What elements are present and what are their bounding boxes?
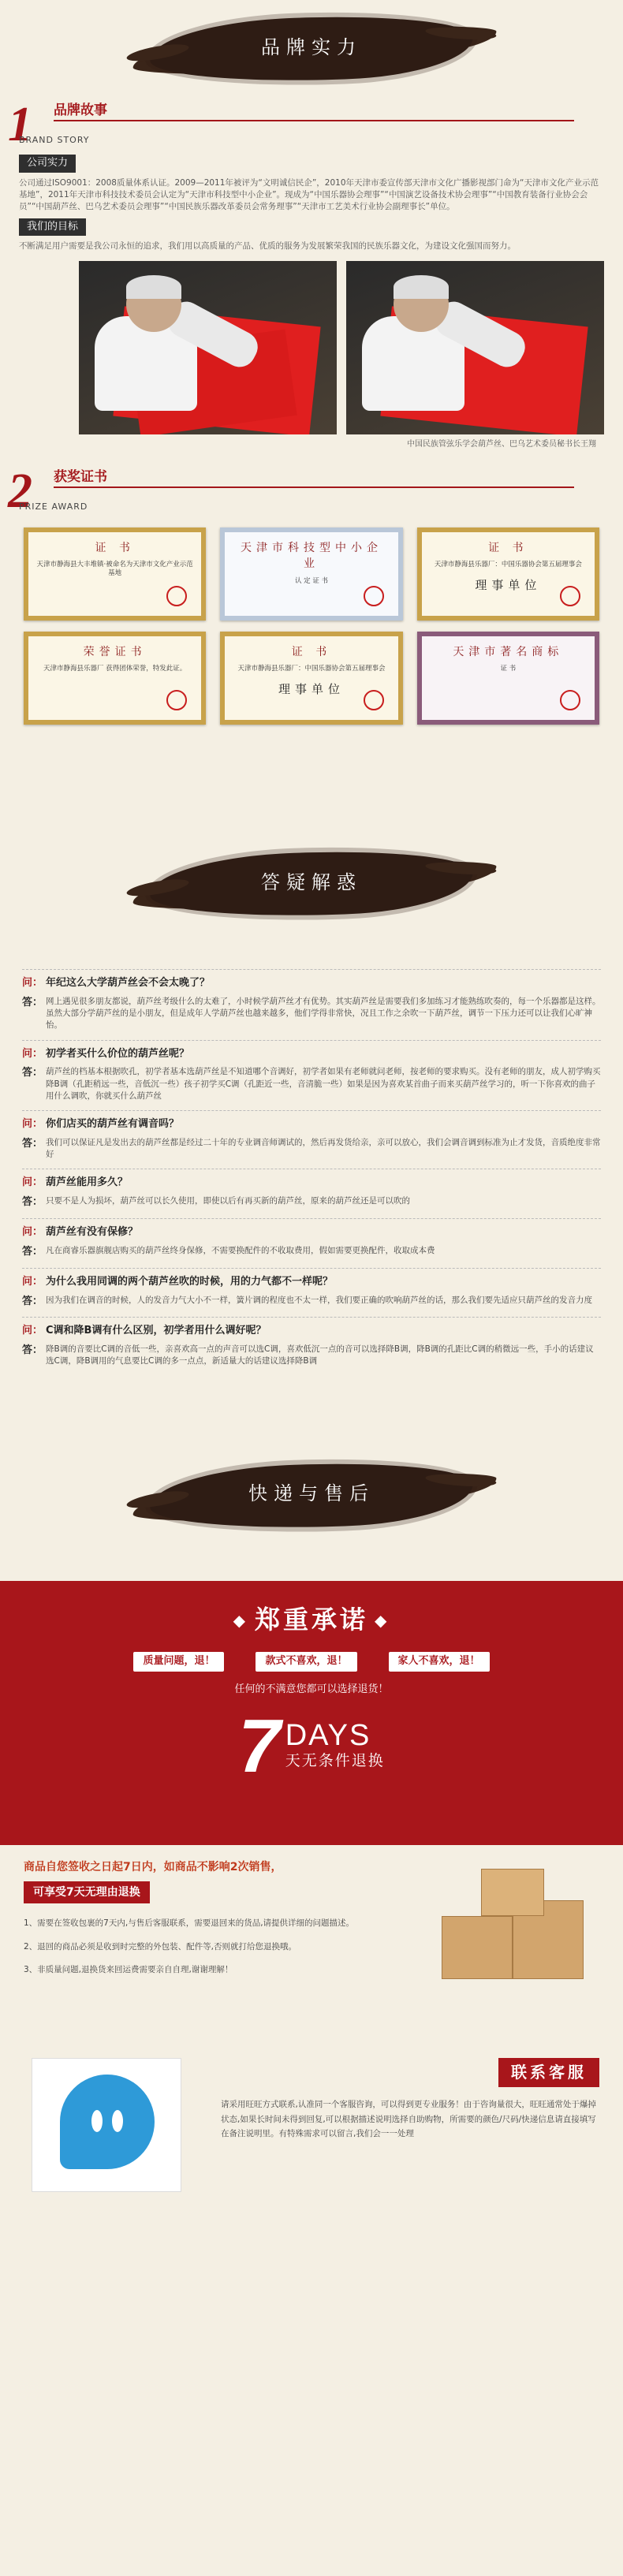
days-number: 7	[238, 1703, 281, 1788]
return-policy	[0, 1845, 623, 2042]
question: 年纪这么大学葫芦丝会不会太晚了？	[46, 977, 211, 990]
answer: 网上遇见很多朋友都说，葫芦丝考级什么的太难了，小时候学葫芦丝才有优势。其实葫芦丝是需要我们多加练习才能熟练吹奏的，每一个乐器都是这样。虽然大部分学葫芦丝的是小朋友，但是成年人学葫芦丝也越来越多，他们学得非常快，况且工作之余吹一下葫芦丝，调节一下压力还可以让我们心旷神怡。	[46, 996, 601, 1031]
certificate: 证 书 天津市静海县大丰堆镇·被命名为天津市文化产业示范基地	[24, 528, 206, 621]
qa-item: 问： C调和降B调有什么区别，初学者用什么调好呢？ 答： 降B调的音要比C调的音低一些，亲喜欢高一点的声音可以选C调，喜欢低沉一点的音可以选择降B调，降B调的孔距比C调的稍微远一些，手小的话建议选C调，降B调用的气息要比C调的多一点点，新适量大的话建议选择降B调	[22, 1317, 601, 1367]
brand-banner	[0, 0, 623, 95]
list-item: 1、需要在签收包裹的7天内,与售后客服联系，需要退回来的货品,请提供详细的问题描述。	[24, 1918, 355, 1929]
answer: 因为我们在调音的时候，人的发音力气大小不一样，簧片调的程度也不太一样，我们要正确的吹响葫芦丝的话，那么我们要先适应只葫芦丝的发音力度	[46, 1295, 593, 1305]
qa-item: 问： 你们店买的葫芦丝有调音吗？ 答： 我们可以保证凡是发出去的葫芦丝都是经过二十年的专业调音师调试的，然后再发货给亲，亲可以放心，我们会调音调到标准为止才发货，音质绝度非常好	[22, 1110, 601, 1161]
qa-list	[0, 969, 623, 1368]
qa-item: 问： 葫芦丝有没有保修？ 答： 凡在商睿乐器旗舰店购买的葫芦丝终身保修，不需要换配件的不收取费用，假如需要更换配件，收取成本费	[22, 1218, 601, 1260]
service-title: 联系客服	[498, 2058, 599, 2087]
question: C调和降B调有什么区别，初学者用什么调好呢？	[46, 1325, 267, 1337]
ship-banner	[0, 1447, 623, 1541]
certificate-grid	[0, 516, 623, 725]
certificate: 证 书 天津市静海县乐器厂：中国乐器协会第五届理事会 理事单位	[220, 632, 402, 725]
calligraphy-photo	[79, 261, 337, 434]
ship-banner-title: 快递与售后	[248, 1482, 375, 1505]
story-heading	[8, 95, 623, 150]
wangwang-logo-icon	[32, 2058, 181, 2192]
story-title: 品牌故事	[54, 103, 107, 118]
list-item: 2、退回的商品必须是收到时完整的外包装、配件等,否则就打给您退换哦。	[24, 1941, 297, 1952]
promise-panel	[0, 1581, 623, 1845]
qa-item: 问： 为什么我用同调的两个葫芦丝吹的时候，用的力气都不一样呢？ 答： 因为我们在调音的时候，人的发音力气大小不一样，簧片调的程度也不太一样，我们要正确的吹响葫芦丝的话，那么我们要先适应只葫芦丝的发音力度	[22, 1268, 601, 1310]
return-badge: 可享受7天无理由退换	[24, 1881, 150, 1903]
answer: 我们可以保证凡是发出去的葫芦丝都是经过二十年的专业调音师调试的，然后再发货给亲，亲可以放心，我们会调音调到标准为止才发货，音质绝度非常好	[46, 1137, 601, 1160]
cardboard-boxes-icon	[434, 1869, 591, 1995]
days-subtitle: 天无条件退换	[285, 1751, 385, 1769]
calligraphy-photo	[346, 261, 604, 434]
qa-item: 问： 初学者买什么价位的葫芦丝呢？ 答： 葫芦丝的档基本根据吹孔，初学者基本选葫芦丝是不知道哪个音调好，初学者如果有老师就问老师，按老师的要求购买。没有老师的朋友，成人初学购买降B调（孔距稍远一些，音低沉一些）孩子初学买C调（孔距近一些，音清脆一些）如果是因为喜欢某首曲子而来买葫芦丝学习的，听一下你喜欢的曲子用什么调吹，你就买什么葫芦丝	[22, 1040, 601, 1103]
promise-note: 任何的不满意您都可以选择退货！	[234, 1683, 389, 1695]
prize-number: 2	[8, 464, 32, 519]
question: 为什么我用同调的两个葫芦丝吹的时候，用的力气都不一样呢？	[46, 1275, 334, 1288]
certificate: 证 书 天津市静海县乐器厂：中国乐器协会第五届理事会 理事单位	[417, 528, 599, 621]
prize-divider	[54, 486, 574, 488]
qa-item: 问： 年纪这么大学葫芦丝会不会太晚了？ 答： 网上遇见很多朋友都说，葫芦丝考级什么的太难了，小时候学葫芦丝才有优势。其实葫芦丝是需要我们多加练习才能熟练吹奏的，每一个乐器都是这样。虽然大部分学葫芦丝的是小朋友，但是成年人学葫芦丝也越来越多，他们学得非常快，况且工作之余吹一下葫芦丝，调节一下压力还可以让我们心旷神怡。	[22, 969, 601, 1032]
prize-title: 获奖证书	[54, 469, 107, 486]
story-subtitle: BRAND STORY	[19, 135, 90, 145]
prize-subtitle: PRIZE AWARD	[19, 501, 88, 513]
photo-caption: 中国民族管弦乐学会葫芦丝、巴乌艺术委员秘书长王翔	[407, 439, 596, 449]
return-reasons	[0, 1652, 623, 1672]
service-text: 请采用旺旺方式联系,认准同一个客服咨询，可以得到更专业服务！由于咨询量很大，旺旺通常处于爆掉状态,如果长时间未得到回复,可以根据描述说明选择自助购物，所需要的颜色/尺码/快递信息请直接填写在备注说明里。有特殊需求可以留言,我们会一一处理	[221, 2099, 596, 2139]
return-headline: 商品自您签收之日起7日内，如商品不影响2次销售，	[24, 1860, 282, 1873]
seven-days-mark	[0, 1703, 623, 1788]
customer-service	[0, 2042, 623, 2200]
goal-text: 不断满足用户需要是我公司永恒的追求，我们用以高质量的产品、优质的服务为发展繁荣我国的民族乐器文化，为建设文化强国而努力。	[19, 241, 516, 252]
calligraphy-photos	[0, 253, 623, 434]
question: 葫芦丝有没有保修？	[46, 1226, 139, 1239]
question: 初学者买什么价位的葫芦丝呢？	[46, 1047, 190, 1060]
qa-item: 问： 葫芦丝能用多久？ 答： 只要不是人为损坏，葫芦丝可以长久使用，即使以后有再买新的葫芦丝，原来的葫芦丝还是可以吹的	[22, 1169, 601, 1210]
reason-badge: 款式不喜欢，退！	[256, 1652, 356, 1672]
certificate: 荣誉证书 天津市静海县乐器厂 获得团体荣誉，特发此证。	[24, 632, 206, 725]
qa-banner-title: 答疑解惑	[261, 870, 362, 893]
qa-banner	[0, 835, 623, 930]
list-item: 3、非质量问题,退换货来回运费需要亲自自理,谢谢理解！	[24, 1964, 233, 1974]
story-number: 1	[8, 98, 32, 151]
brand-banner-title: 品牌实力	[261, 35, 362, 58]
certificate: 天津市科技型中小企业 认 定 证 书	[220, 528, 402, 621]
answer: 凡在商睿乐器旗舰店购买的葫芦丝终身保修，不需要换配件的不收取费用，假如需要更换配件，收取成本费	[46, 1245, 435, 1255]
answer: 葫芦丝的档基本根据吹孔，初学者基本选葫芦丝是不知道哪个音调好，初学者如果有老师就问老师，按老师的要求购买。没有老师的朋友，成人初学购买降B调（孔距稍远一些，音低沉一些）孩子初学买C调（孔距近一些，音清脆一些）如果是因为喜欢某首曲子而来买葫芦丝学习的，听一下你喜欢的曲子用什么调吹，你就买什么葫芦丝	[46, 1067, 601, 1101]
story-divider	[54, 120, 574, 121]
prize-heading	[8, 461, 623, 519]
reason-badge: 质量问题，退！	[133, 1652, 224, 1672]
strength-text: 公司通过ISO9001：2008质量体系认证。2009—2011年被评为“文明诚信民企”，2010年天津市委宣传部天津市文化广播影视部门命为“天津市文化产业示范基地”，2011年天津市科技技术委员会认定为“天津市科技型中小企业”。现成为“中国乐器协会理事”“中国演艺设备技术协会理事”“中国教育装备行业协会会员”“中国葫芦丝、巴乌艺术委员会理事”“中国民族乐器改革委员会常务理事”“天津市工艺美术行业协会副理事长”单位。	[19, 177, 599, 212]
certificate: 天津市著名商标 证 书	[417, 632, 599, 725]
goal-tag: 我们的目标	[19, 218, 86, 237]
question: 葫芦丝能用多久？	[46, 1176, 129, 1189]
answer: 只要不是人为损坏，葫芦丝可以长久使用，即使以后有再买新的葫芦丝，原来的葫芦丝还是可以吹的	[46, 1196, 411, 1206]
strength-tag: 公司实力	[19, 155, 76, 173]
promise-title: ◆ 郑重承诺 ◆	[233, 1604, 390, 1635]
question: 你们店买的葫芦丝有调音吗？	[46, 1118, 180, 1131]
answer: 降B调的音要比C调的音低一些，亲喜欢高一点的声音可以选C调，喜欢低沉一点的音可以选择降B调，降B调的孔距比C调的稍微远一些，手小的话建议选C调，降B调用的气息要比C调的多一点点，新适量大的话建议选择降B调	[46, 1344, 594, 1366]
days-label: DAYS	[285, 1718, 371, 1752]
reason-badge: 家人不喜欢，退！	[389, 1652, 490, 1672]
